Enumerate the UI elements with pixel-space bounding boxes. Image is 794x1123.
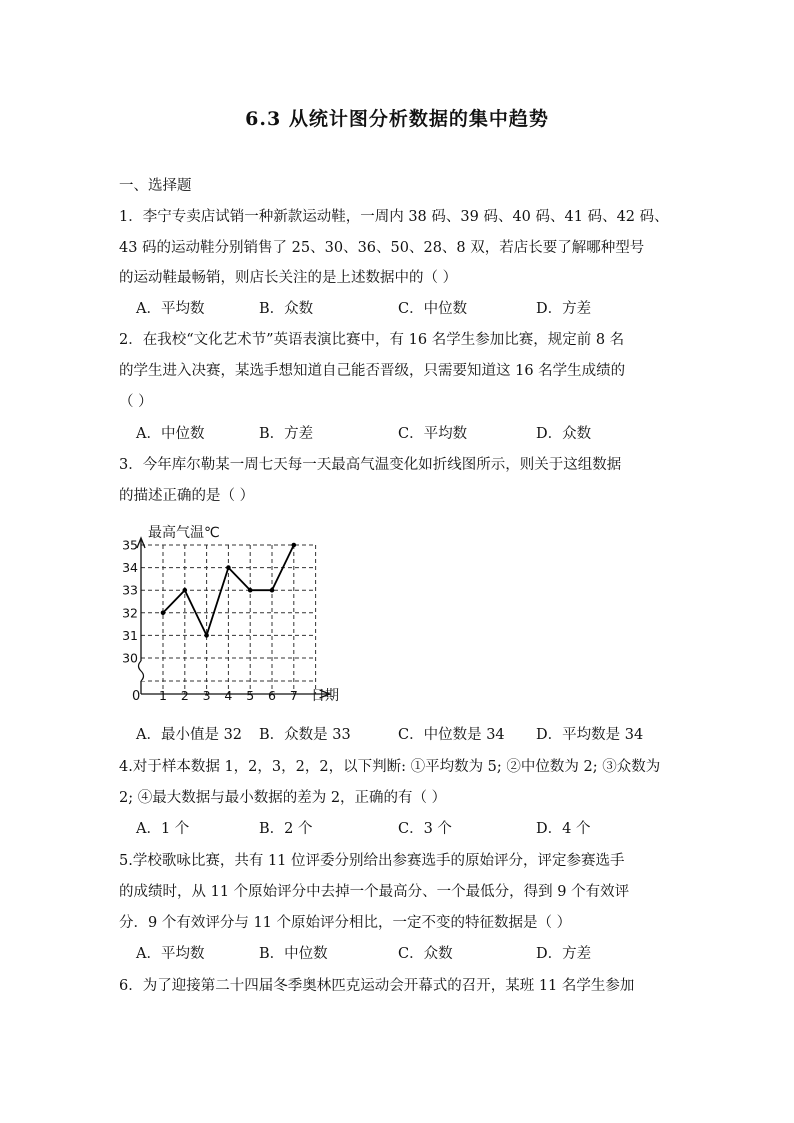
q1-line-2: 43 码的运动鞋分别销售了 25、30、36、50、28、8 双，若店长要了解哪种型号 bbox=[119, 240, 645, 256]
x-tick-label: 7 bbox=[289, 688, 298, 703]
q3-option-b: B．众数是 33 bbox=[259, 727, 351, 743]
q3-option-c: C．中位数是 34 bbox=[398, 727, 505, 743]
x-tick-label: 1 bbox=[159, 688, 167, 703]
q2-option-b: B．方差 bbox=[259, 426, 314, 442]
temperature-line-chart bbox=[118, 518, 358, 708]
x-tick-label: 5 bbox=[246, 688, 255, 703]
y-tick-label: 35 bbox=[122, 537, 138, 553]
q5-options bbox=[136, 944, 696, 964]
q1-line-3: 的运动鞋最畅销，则店长关注的是上述数据中的（ ） bbox=[119, 270, 458, 286]
origin-label: 0 bbox=[132, 689, 141, 704]
q5-line-1: 5.学校歌咏比赛，共有 11 位评委分别给出参赛选手的原始评分，评定参赛选手 bbox=[119, 853, 625, 869]
data-point bbox=[161, 611, 166, 616]
q5-option-c: C．众数 bbox=[398, 946, 453, 962]
q4-line-1: 4.对于样本数据 1，2，3，2，2，以下判断: ①平均数为 5; ②中位数为 2; ③众数为 bbox=[119, 759, 661, 775]
data-point bbox=[204, 633, 209, 638]
y-tick-label: 31 bbox=[122, 627, 138, 643]
q2-line-3: （ ） bbox=[119, 394, 153, 410]
q2-option-c: C．平均数 bbox=[398, 426, 468, 442]
q5-line-3: 分．9 个有效评分与 11 个原始评分相比，一定不变的特征数据是（ ） bbox=[119, 915, 572, 931]
q4-options bbox=[136, 819, 696, 839]
q3-options bbox=[136, 725, 696, 745]
chart-axes bbox=[136, 538, 330, 698]
q4-option-b: B．2 个 bbox=[259, 821, 313, 837]
q2-line-2: 的学生进入决赛，某选手想知道自己能否晋级，只需要知道这 16 名学生成绩的 bbox=[119, 363, 626, 379]
q1-option-c: C．中位数 bbox=[398, 301, 468, 317]
q1-option-b: B．众数 bbox=[259, 301, 314, 317]
data-point bbox=[226, 565, 231, 570]
q3-option-a: A．最小值是 32 bbox=[136, 727, 243, 743]
y-tick-label: 32 bbox=[122, 605, 138, 621]
y-tick-label: 30 bbox=[122, 650, 138, 666]
q1-options bbox=[136, 299, 696, 319]
q2-option-a: A．中位数 bbox=[136, 426, 205, 442]
q6-line-1: 6．为了迎接第二十四届冬季奥林匹克运动会开幕式的召开，某班 11 名学生参加 bbox=[119, 978, 635, 994]
q3-option-d: D．平均数是 34 bbox=[536, 727, 644, 743]
data-point bbox=[292, 543, 297, 548]
q3-line-2: 的描述正确的是（ ） bbox=[119, 488, 255, 504]
data-point bbox=[248, 588, 253, 593]
x-tick-label: 4 bbox=[224, 688, 233, 703]
q1-option-d: D．方差 bbox=[536, 301, 592, 317]
x-tick-label: 3 bbox=[202, 688, 211, 703]
q3-line-1: 3．今年库尔勒某一周七天每一天最高气温变化如折线图所示，则关于这组数据 bbox=[119, 457, 622, 473]
data-point bbox=[183, 588, 188, 593]
chart-ticks bbox=[122, 538, 298, 704]
q2-line-1: 2．在我校“文化艺术节”英语表演比赛中，有 16 名学生参加比赛，规定前 8 名 bbox=[119, 332, 625, 348]
x-axis-label: 日期 bbox=[311, 688, 339, 704]
q4-option-a: A．1 个 bbox=[136, 821, 190, 837]
q1-line-1: 1．李宁专卖店试销一种新款运动鞋，一周内 38 码、39 码、40 码、41 码、42 码、 bbox=[119, 209, 669, 225]
x-tick-label: 2 bbox=[180, 688, 189, 703]
q5-line-2: 的成绩时，从 11 个原始评分中去掉一个最高分、一个最低分，得到 9 个有效评 bbox=[119, 884, 630, 900]
q1-option-a: A．平均数 bbox=[136, 301, 205, 317]
q4-option-d: D．4 个 bbox=[536, 821, 591, 837]
q5-option-b: B．中位数 bbox=[259, 946, 328, 962]
q2-option-d: D．众数 bbox=[536, 426, 592, 442]
q2-options bbox=[136, 424, 696, 444]
q4-line-2: 2; ④最大数据与最小数据的差为 2，正确的有（ ） bbox=[119, 790, 447, 806]
q4-option-c: C．3 个 bbox=[398, 821, 452, 837]
data-point bbox=[270, 588, 275, 593]
y-axis-label: 最高气温℃ bbox=[148, 525, 220, 541]
page-title: 6.3 从统计图分析数据的集中趋势 bbox=[245, 108, 549, 130]
q5-option-a: A．平均数 bbox=[136, 946, 205, 962]
section-heading: 一、选择题 bbox=[119, 178, 192, 194]
x-tick-label: 6 bbox=[268, 688, 276, 703]
q5-option-d: D．方差 bbox=[536, 946, 592, 962]
y-tick-label: 33 bbox=[122, 582, 138, 598]
y-tick-label: 34 bbox=[122, 560, 138, 576]
